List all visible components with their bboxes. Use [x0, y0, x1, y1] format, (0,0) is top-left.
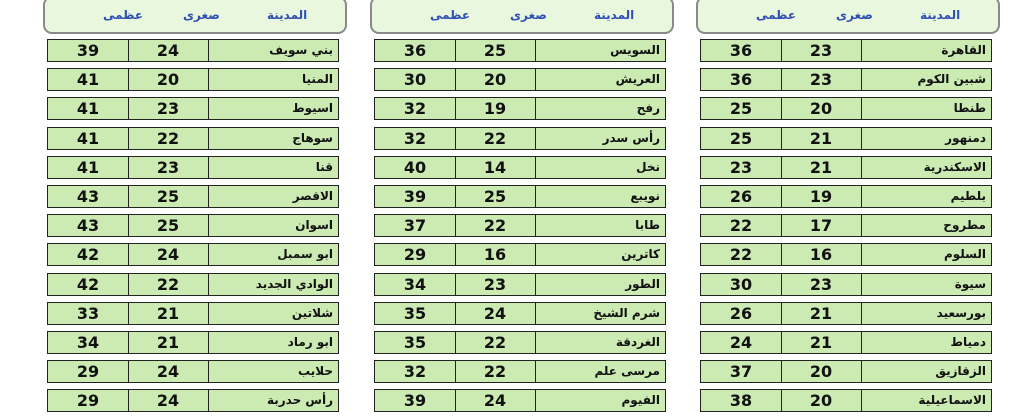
- table-row: [47, 214, 339, 237]
- max-temp: 36: [375, 40, 456, 61]
- table-row: [374, 331, 666, 354]
- city-name: الفيوم: [621, 393, 660, 407]
- city-name: بني سويف: [269, 43, 333, 57]
- city-name: الاسكندرية: [923, 160, 986, 174]
- min-temp: 20: [455, 69, 536, 90]
- min-temp: 22: [455, 361, 536, 382]
- table-row: [374, 389, 666, 412]
- city-name: العريش: [615, 72, 660, 86]
- city-name: مرسى علم: [594, 364, 660, 378]
- table-row: [47, 302, 339, 325]
- max-temp: 32: [375, 361, 456, 382]
- city-name: الاسماعيلية: [918, 393, 986, 407]
- city-header: المدينة: [594, 8, 635, 22]
- table-row: [700, 360, 992, 383]
- table-row: [700, 389, 992, 412]
- min-temp: 19: [455, 98, 536, 119]
- min-temp: 16: [781, 244, 862, 265]
- table-row: [374, 360, 666, 383]
- min-temp: 16: [455, 244, 536, 265]
- max-temp: 41: [48, 69, 129, 90]
- min-temp: 22: [128, 128, 209, 149]
- city-name: اسوان: [295, 218, 333, 232]
- max-temp: 32: [375, 128, 456, 149]
- table-row: [47, 156, 339, 179]
- city-name: بلطيم: [950, 189, 986, 203]
- table-row: [47, 39, 339, 62]
- max-temp: 34: [375, 274, 456, 295]
- min-temp: 24: [128, 40, 209, 61]
- city-name: طنطا: [953, 101, 986, 115]
- table-row: [47, 360, 339, 383]
- min-header: صغرى: [183, 8, 220, 22]
- min-temp: 21: [781, 303, 862, 324]
- max-temp: 23: [701, 157, 782, 178]
- city-name: المنيا: [302, 72, 333, 86]
- max-temp: 38: [701, 390, 782, 411]
- min-header: صغرى: [510, 8, 547, 22]
- min-temp: 21: [128, 332, 209, 353]
- min-temp: 23: [128, 157, 209, 178]
- max-temp: 36: [701, 69, 782, 90]
- table-row: [374, 39, 666, 62]
- table-row: [374, 243, 666, 266]
- max-temp: 37: [701, 361, 782, 382]
- table-row: [374, 302, 666, 325]
- city-name: رأس سدر: [602, 131, 660, 145]
- table-row: [700, 243, 992, 266]
- max-temp: 25: [701, 98, 782, 119]
- min-temp: 22: [455, 128, 536, 149]
- max-temp: 42: [48, 244, 129, 265]
- max-temp: 39: [375, 390, 456, 411]
- min-temp: 23: [128, 98, 209, 119]
- min-temp: 23: [781, 40, 862, 61]
- min-temp: 24: [455, 390, 536, 411]
- max-header: عظمى: [103, 8, 144, 22]
- min-temp: 24: [128, 361, 209, 382]
- city-name: الاقصر: [292, 189, 333, 203]
- table-row: [47, 97, 339, 120]
- city-name: شبين الكوم: [917, 72, 986, 86]
- min-header: صغرى: [836, 8, 873, 22]
- min-temp: 14: [455, 157, 536, 178]
- max-temp: 39: [48, 40, 129, 61]
- city-name: طابا: [635, 218, 660, 232]
- city-name: الطور: [625, 277, 660, 291]
- min-temp: 23: [455, 274, 536, 295]
- max-temp: 35: [375, 303, 456, 324]
- min-temp: 25: [455, 40, 536, 61]
- table-row: [374, 68, 666, 91]
- max-temp: 41: [48, 98, 129, 119]
- city-name: رفح: [636, 101, 660, 115]
- min-temp: 25: [455, 186, 536, 207]
- city-name: شرم الشيخ: [593, 306, 660, 320]
- city-name: ابو سمبل: [277, 247, 333, 261]
- column-header: [696, 0, 1000, 34]
- city-column-3: [700, 0, 1000, 416]
- max-temp: 24: [701, 332, 782, 353]
- table-row: [700, 127, 992, 150]
- table-row: [700, 68, 992, 91]
- max-temp: 41: [48, 128, 129, 149]
- min-temp: 23: [781, 274, 862, 295]
- table-row: [374, 156, 666, 179]
- table-row: [700, 97, 992, 120]
- table-row: [700, 273, 992, 296]
- column-header: [43, 0, 347, 34]
- max-temp: 26: [701, 186, 782, 207]
- column-header: [370, 0, 674, 34]
- max-temp: 42: [48, 274, 129, 295]
- city-header: المدينة: [267, 8, 308, 22]
- min-temp: 24: [455, 303, 536, 324]
- max-temp: 41: [48, 157, 129, 178]
- max-temp: 29: [48, 361, 129, 382]
- min-temp: 25: [128, 215, 209, 236]
- table-row: [700, 331, 992, 354]
- table-row: [47, 243, 339, 266]
- max-header: عظمى: [756, 8, 797, 22]
- max-temp: 26: [701, 303, 782, 324]
- city-name: نويبع: [630, 189, 660, 203]
- min-temp: 19: [781, 186, 862, 207]
- max-temp: 37: [375, 215, 456, 236]
- city-column-2: [374, 0, 674, 416]
- min-temp: 24: [128, 244, 209, 265]
- city-name: الزقازيق: [935, 364, 986, 378]
- max-temp: 30: [375, 69, 456, 90]
- table-row: [47, 331, 339, 354]
- max-temp: 22: [701, 244, 782, 265]
- table-row: [47, 389, 339, 412]
- min-temp: 25: [128, 186, 209, 207]
- city-name: ابو رماد: [287, 335, 333, 349]
- city-name: السلوم: [943, 247, 986, 261]
- max-temp: 30: [701, 274, 782, 295]
- city-name: سيوة: [954, 277, 986, 291]
- max-header: عظمى: [430, 8, 471, 22]
- city-name: كاترين: [621, 247, 660, 261]
- min-temp: 20: [128, 69, 209, 90]
- table-row: [47, 185, 339, 208]
- table-row: [700, 214, 992, 237]
- city-header: المدينة: [920, 8, 961, 22]
- table-row: [47, 273, 339, 296]
- city-name: نخل: [636, 160, 660, 174]
- min-temp: 20: [781, 98, 862, 119]
- city-column-1: [47, 0, 347, 416]
- max-temp: 39: [375, 186, 456, 207]
- table-row: [700, 156, 992, 179]
- city-name: مطروح: [943, 218, 986, 232]
- min-temp: 21: [781, 128, 862, 149]
- max-temp: 43: [48, 186, 129, 207]
- max-temp: 34: [48, 332, 129, 353]
- min-temp: 17: [781, 215, 862, 236]
- max-temp: 22: [701, 215, 782, 236]
- city-name: سوهاج: [292, 131, 333, 145]
- max-temp: 43: [48, 215, 129, 236]
- city-name: شلاتين: [291, 306, 333, 320]
- city-name: القاهرة: [941, 43, 986, 57]
- table-row: [700, 302, 992, 325]
- min-temp: 22: [455, 332, 536, 353]
- city-name: اسيوط: [292, 101, 333, 115]
- min-temp: 21: [781, 332, 862, 353]
- max-temp: 29: [375, 244, 456, 265]
- max-temp: 40: [375, 157, 456, 178]
- city-name: دمياط: [950, 335, 986, 349]
- min-temp: 21: [781, 157, 862, 178]
- city-name: السويس: [610, 43, 660, 57]
- max-temp: 32: [375, 98, 456, 119]
- city-name: رأس حدربة: [266, 393, 333, 407]
- min-temp: 20: [781, 361, 862, 382]
- table-row: [47, 68, 339, 91]
- table-row: [700, 185, 992, 208]
- city-name: دمنهور: [945, 131, 986, 145]
- table-row: [374, 273, 666, 296]
- max-temp: 33: [48, 303, 129, 324]
- city-name: الغردقة: [615, 335, 660, 349]
- min-temp: 24: [128, 390, 209, 411]
- city-name: قنا: [315, 160, 333, 174]
- max-temp: 25: [701, 128, 782, 149]
- city-name: حلايب: [298, 364, 333, 378]
- min-temp: 20: [781, 390, 862, 411]
- table-row: [374, 214, 666, 237]
- table-row: [374, 97, 666, 120]
- table-row: [700, 39, 992, 62]
- city-name: بورسعيد: [936, 306, 986, 320]
- max-temp: 29: [48, 390, 129, 411]
- max-temp: 35: [375, 332, 456, 353]
- max-temp: 36: [701, 40, 782, 61]
- min-temp: 21: [128, 303, 209, 324]
- table-row: [374, 127, 666, 150]
- min-temp: 23: [781, 69, 862, 90]
- min-temp: 22: [128, 274, 209, 295]
- min-temp: 22: [455, 215, 536, 236]
- table-row: [374, 185, 666, 208]
- city-name: الوادي الجديد: [255, 277, 333, 291]
- table-row: [47, 127, 339, 150]
